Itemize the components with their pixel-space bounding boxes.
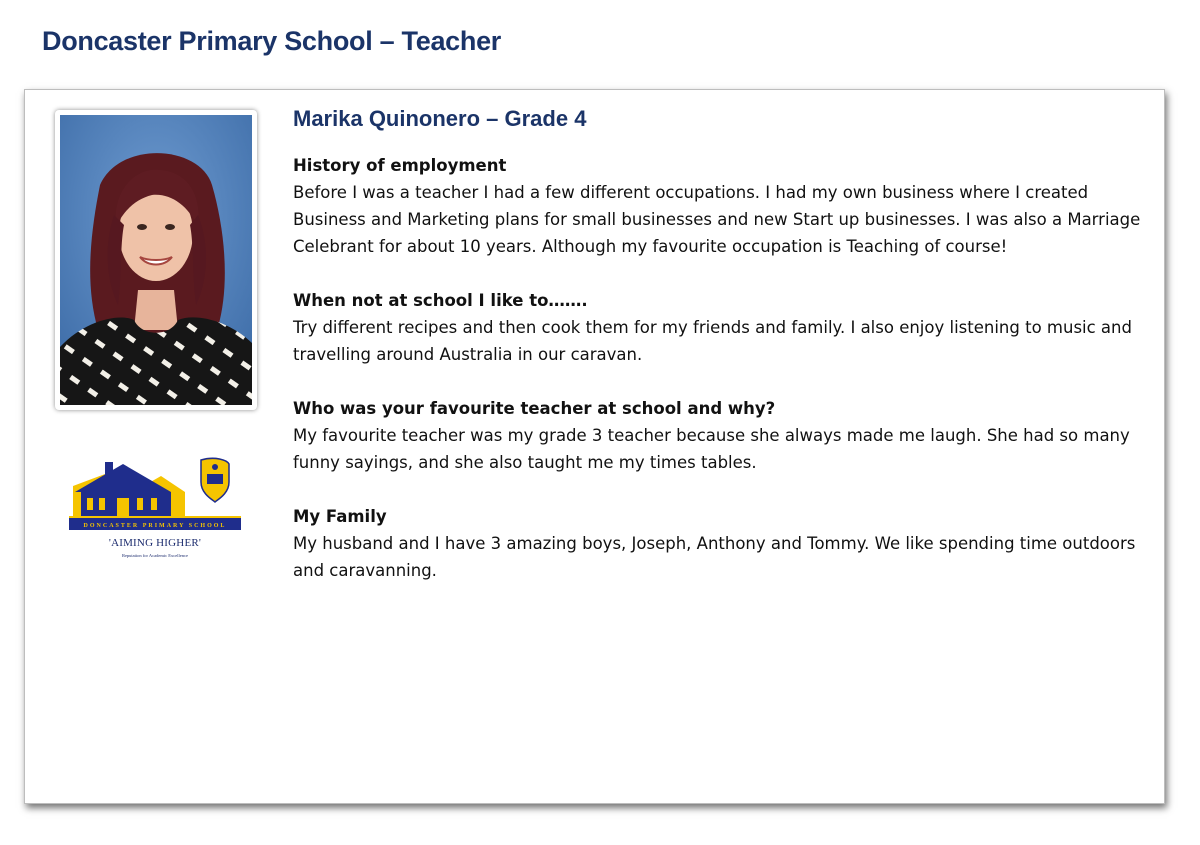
- section-heading: Who was your favourite teacher at school and why?: [293, 399, 776, 418]
- section-favourite-teacher: [293, 395, 1153, 476]
- page-title: Doncaster Primary School – Teacher: [42, 26, 501, 56]
- school-logo-icon: [65, 456, 245, 566]
- section-body: Before I was a teacher I had a few different occupations. I had my own business where I created Business and Marketing plans for small businesses and new Start up businesses. I was also a Marriage Celebrant for about 10 years. Although my favourite occupation is Teaching of course!: [293, 183, 1141, 256]
- teacher-portrait-icon: [60, 115, 252, 405]
- logo-tagline: Reputation for Academic Excellence: [121, 553, 189, 558]
- profile-content: [293, 106, 1153, 611]
- teacher-photo-frame: [55, 110, 257, 410]
- section-body: My favourite teacher was my grade 3 teacher because she always made me laugh. She had so many funny sayings, and she also taught me my times tables.: [293, 426, 1130, 472]
- section-my-family: [293, 503, 1153, 584]
- section-body: Try different recipes and then cook them for my friends and family. I also enjoy listening to music and travelling around Australia in our caravan.: [293, 318, 1132, 364]
- logo-banner-text: DONCASTER PRIMARY SCHOOL: [83, 523, 227, 529]
- teacher-name: Marika Quinonero – Grade 4: [293, 106, 587, 131]
- section-heading: When not at school I like to…….: [293, 291, 588, 310]
- section-hobbies: [293, 287, 1153, 368]
- section-heading: My Family: [293, 507, 387, 526]
- logo-motto: 'AIMING HIGHER': [108, 537, 202, 549]
- teacher-profile-card: [24, 89, 1165, 804]
- section-body: My husband and I have 3 amazing boys, Joseph, Anthony and Tommy. We like spending time outdoors and caravanning.: [293, 534, 1136, 580]
- section-heading: History of employment: [293, 156, 507, 175]
- section-history-of-employment: [293, 152, 1153, 260]
